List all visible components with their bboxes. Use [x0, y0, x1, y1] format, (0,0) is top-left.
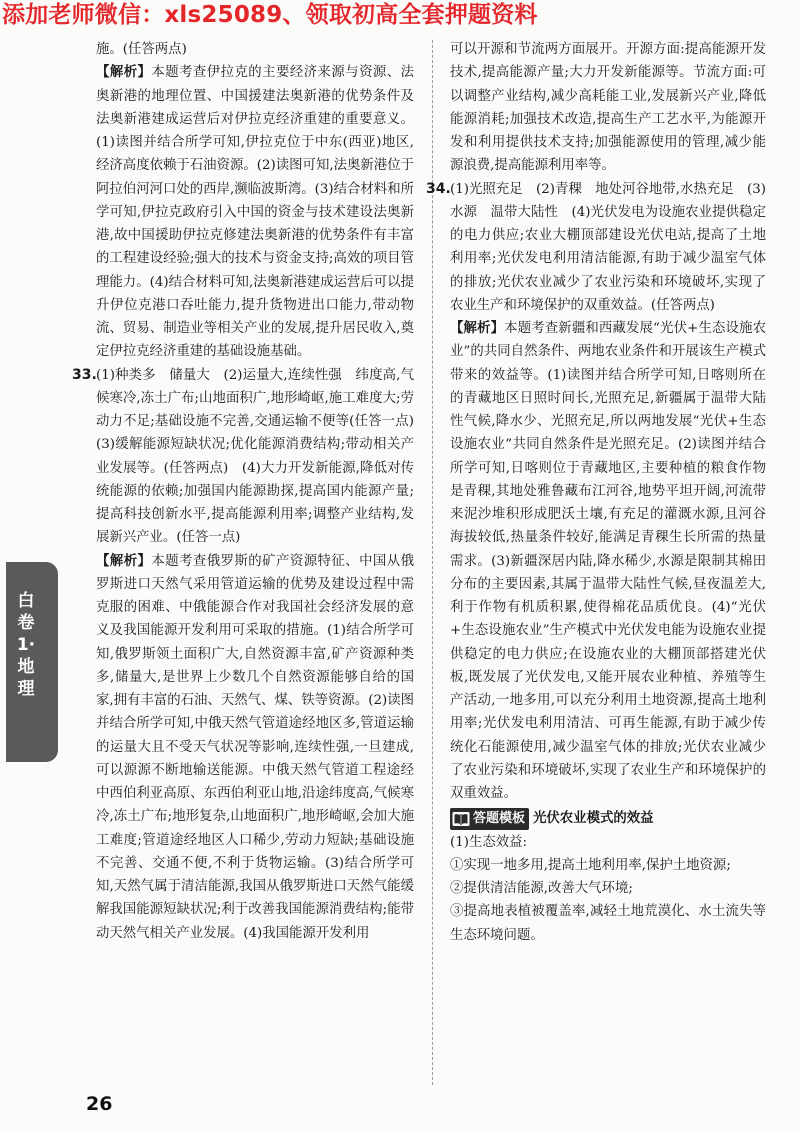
- answer-template-header: [450, 807, 766, 830]
- answer-template-label: 答题模板: [473, 810, 526, 826]
- template-heading: (1)生态效益:: [450, 834, 528, 850]
- question-34: [426, 178, 767, 806]
- analysis-tag: 【解析】: [96, 552, 152, 569]
- question-number: 34.: [426, 180, 451, 197]
- right-column: [426, 38, 767, 947]
- side-tab-label: 白卷1·地理: [16, 591, 36, 699]
- watermark-text: 添加老师微信：xls25089、领取初高全套押题资料: [2, 2, 538, 28]
- template-item: ②提供清洁能源,改善大气环境;: [450, 881, 633, 896]
- question-number: 33.: [72, 366, 97, 383]
- q33-analysis: [96, 550, 414, 945]
- q34-analysis: [450, 317, 766, 805]
- answer-template-title: 光伏农业模式的效益: [533, 811, 654, 827]
- left-column: [72, 38, 428, 945]
- q33-answer: (1)种类多 储量大 (2)运量大,连续性强 纬度高,气候寒冷,冻土广布;山地面积广,地形崎岖,施工难度大;劳动力不足;基础设施不完善,交通运输不便等(任答一点) (3)缓解能源短缺状况;优化能源消费结构;带动相关产业发展等。(任答两点) (4)大力开发新能源,降低对传统能源的依赖;加强国内能源勘探,提高国内能源产量;提高科技创新水平,提高能源利用率;调整产业结构,发展新兴产业。(任答一点): [96, 367, 428, 546]
- q32-analysis: [96, 61, 414, 363]
- question-33: [72, 364, 428, 945]
- q33-carry-over: 可以开源和节流两方面展开。开源方面:提高能源开发技术,提高能源产量;大力开发新能源等。节流方面:可以调整产业结构,减少高耗能工业,发展新兴产业,降低能源消耗;加强技术改造,提高生产工艺水平,为能源开发和利用提供技术支持;加强能源使用的管理,减少能源浪费,提高能源利用率等。: [450, 42, 766, 174]
- template-item: ③提高地表植被覆盖率,减轻土地荒漠化、水土流失等生态环境问题。: [450, 904, 766, 943]
- analysis-tag: 【解析】: [450, 320, 505, 336]
- analysis-tag: 【解析】: [96, 64, 152, 81]
- analysis-text: 本题考查伊拉克的主要经济来源与资源、法奥新港的地理位置、中国援建法奥新港的优势条件及法奥新港建成运营后对伊拉克经济重建的重要意义。(1)读图并结合所学可知,伊拉克位于中东(西亚)地区,经济高度依赖于石油资源。(2)读图可知,法奥新港位于阿拉伯河河口处的西岸,濒临波斯湾。(3)结合材料和所学可知,伊拉克政府引入中国的资金与技术建设法奥新港,故中国援助伊拉克修建法奥新港的优势条件有丰富的工程建设经验;强大的技术与资金支持;高效的项目管理能力。(4)结合材料可知,法奥新港建成运营后可以提升伊位克港口吞吐能力,提升货物进出口能力,带动物流、贸易、制造业等相关产业的发展,提升居民收入,奠定伊拉克经济重建的基础设施基础。: [96, 65, 415, 360]
- template-item: ①实现一地多用,提高土地利用率,保护土地资源;: [450, 857, 731, 873]
- analysis-text: 本题考查俄罗斯的矿产资源特征、中国从俄罗斯进口天然气采用管道运输的优势及建设过程中需克服的困难、中俄能源合作对我国社会经济发展的意义及我国能源开发利用可采取的措施。(1)结合所学可知,俄罗斯领土面积广大,自然资源丰富,矿产资源种类多,储量大,是世界上少数几个自然资源能够自给的国家,拥有丰富的石油、天然气、煤、铁等资源。(2)读图并结合所学可知,中俄天然气管道途经地区多,管道运输的运量大且不受天气状况等影响,连续性强,一旦建成,可以源源不断地输送能源。中俄天然气管道工程途经中西伯利亚高原、东西伯利亚山地,沿途纬度高,气候寒冷,冻土广布;地形复杂,山地面积广,地形崎岖,会加大施工难度;管道途经地区人口稀少,劳动力短缺;基础设施不完善、交通不便,不利于货物运输。(3)结合所学可知,天然气属于清洁能源,我国从俄罗斯进口天然气能缓解我国能源短缺状况;利于改善我国能源消费结构;能带动天然气相关产业发展。(4)我国能源开发利用: [96, 553, 415, 941]
- answer-template-badge: [450, 808, 529, 830]
- q34-answer: (1)光照充足 (2)青稞 地处河谷地带,水热充足 (3)水源 温带大陆性 (4)光伏发电为设施农业提供稳定的电力供应;农业大棚顶部建设光伏电站,提高了土地利用率;光伏发电利用清洁能源,有助于减少温室气体的排放;光伏农业减少了农业污染和环境破坏,实现了农业生产和环境保护的双重效益。(任答两点): [450, 181, 766, 313]
- page-number: 26: [86, 1093, 113, 1115]
- book-icon: [452, 811, 470, 827]
- q32-carry-over: 施。(任答两点): [96, 42, 187, 57]
- analysis-text: 本题考查新疆和西藏发展“光伏+生态设施农业”的共同自然条件、两地农业条件和开展该生产模式带来的效益等。(1)读图并结合所学可知,日喀则所在的青藏地区日照时间长,光照充足,新疆属于温带大陆性气候,降水少、光照充足,所以两地发展“光伏+生态设施农业”共同自然条件是光照充足。(2)读图并结合所学可知,日喀则位于青藏地区,主要种植的粮食作物是青稞,其地处雅鲁藏布江河谷,地势平坦开阔,河流带来泥沙堆积形成肥沃土壤,有充足的灌溉水源,且河谷海拔较低,热量条件较好,能满足青稞生长所需的热量需求。(3)新疆深居内陆,降水稀少,水源是限制其棉田分布的主要因素,其属于温带大陆性气候,昼夜温差大,利于作物有机质积累,使得棉花品质优良。(4)“光伏+生态设施农业”生产模式中光伏发电能为设施农业提供稳定的电力供应;在设施农业的大棚顶部搭建光伏板,既发展了光伏发电,又能开展农业种植、养殖等生产活动,一地多用,可以充分利用土地资源,提高土地利用率;光伏发电利用清洁、可再生能源,有助于减少传统化石能源使用,减少温室气体的排放;光伏农业减少了农业污染和环境破坏,实现了农业生产和环境保护的双重效益。: [450, 321, 767, 801]
